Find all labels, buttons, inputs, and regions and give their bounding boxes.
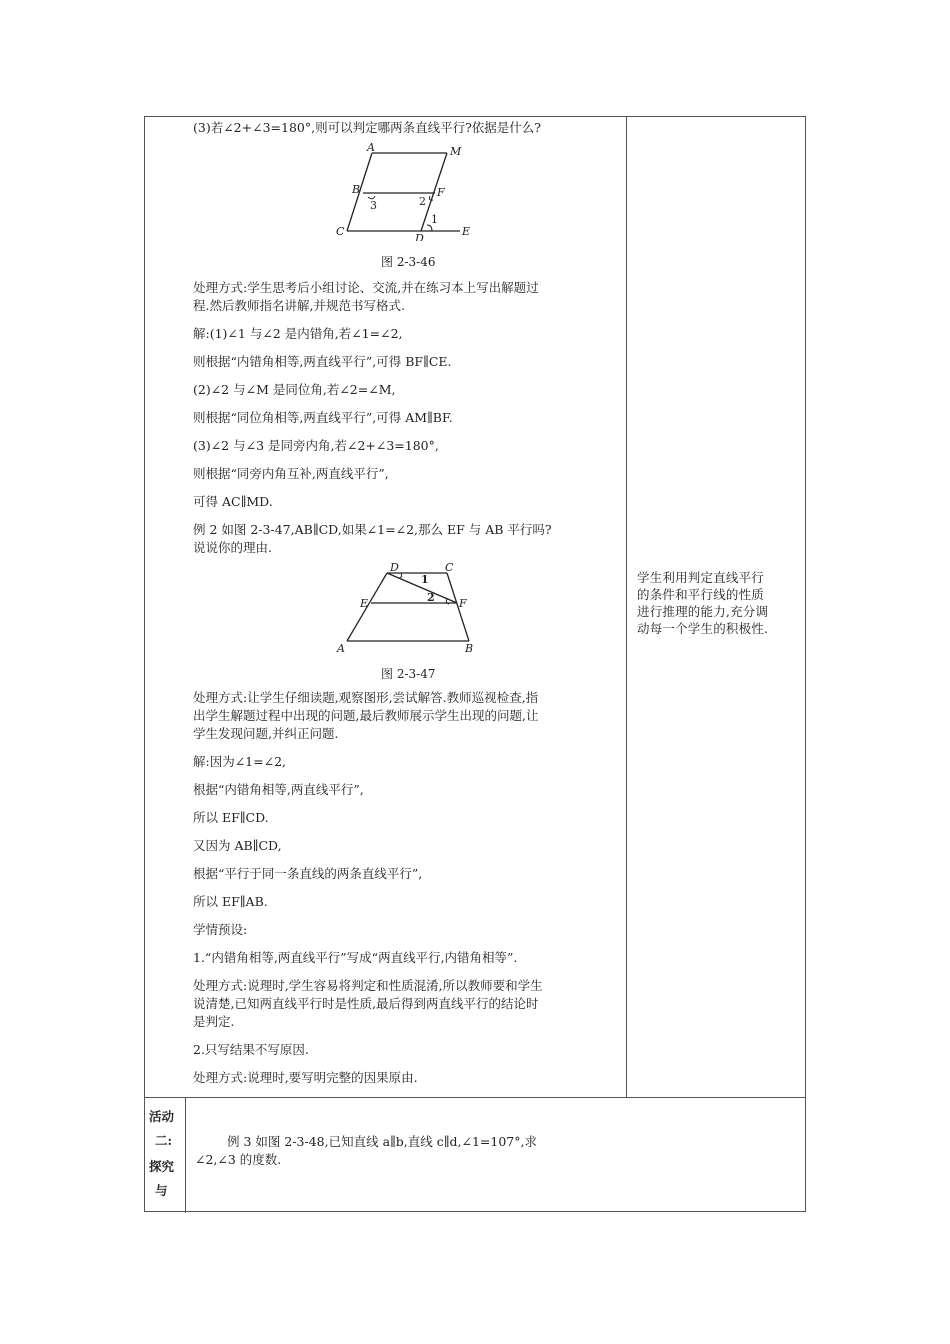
fig47-1: 1 xyxy=(421,573,429,586)
method3-line2: 说清楚,已知两直线平行时是性质,最后得到两直线平行的结论时 xyxy=(193,996,539,1011)
sol2-line3: 所以 EF∥CD. xyxy=(193,810,269,825)
fig47-B: B xyxy=(465,642,474,655)
example2-line2: 说说你的理由. xyxy=(193,540,272,555)
example3-line1: 例 3 如图 2-3-48,已知直线 a∥b,直线 c∥d,∠1=107°,求 xyxy=(227,1134,537,1149)
fig46-1: 1 xyxy=(431,213,438,226)
fig46-2: 2 xyxy=(419,195,426,208)
fig47-E: E xyxy=(360,597,369,610)
activity-label-3: 探究 xyxy=(149,1159,175,1174)
method2-line1: 处理方式:让学生仔细读题,观察图形,尝试解答.教师巡视检查,指 xyxy=(193,690,539,705)
example2-line1: 例 2 如图 2-3-47,AB∥CD,如果∠1=∠2,那么 EF 与 AB 平行吗? xyxy=(193,522,552,537)
example3-line2: ∠2,∠3 的度数. xyxy=(195,1152,282,1167)
row-divider xyxy=(145,1097,805,1098)
activity-label-4: 与 xyxy=(155,1183,168,1198)
sol2-line2: 根据“内错角相等,两直线平行”, xyxy=(193,782,364,797)
method3-line3: 是判定. xyxy=(193,1014,235,1029)
fig47-D: D xyxy=(390,561,399,574)
side-note-line: 动每一个学生的积极性. xyxy=(637,621,769,636)
sol1-line7: 可得 AC∥MD. xyxy=(193,494,273,509)
side-note xyxy=(637,569,795,637)
sol2-line5: 根据“平行于同一条直线的两条直线平行”, xyxy=(193,866,423,881)
side-note-line: 进行推理的能力,充分调 xyxy=(637,604,769,619)
fig47-C: C xyxy=(445,561,454,574)
fig46-B: B xyxy=(352,183,361,196)
side-note-line: 的条件和平行线的性质 xyxy=(637,587,765,602)
sol1-line5: (3)∠2 与∠3 是同旁内角,若∠2+∠3=180°, xyxy=(193,438,439,453)
fig46-E: E xyxy=(462,225,471,238)
side-note-line: 学生利用判定直线平行 xyxy=(637,570,765,585)
sol2-line4: 又因为 AB∥CD, xyxy=(193,838,282,853)
col-divider-left xyxy=(185,1097,186,1213)
col-divider-right xyxy=(626,117,627,1097)
figure-2-3-46 xyxy=(335,141,475,241)
fig46-D: D xyxy=(415,232,424,241)
sol1-line4: 则根据“同位角相等,两直线平行”,可得 AM∥BF. xyxy=(193,410,453,425)
preset-1: 1.“内错角相等,两直线平行”写成“两直线平行,内错角相等”. xyxy=(193,950,518,965)
fig47-2: 2 xyxy=(427,591,435,604)
fig46-C: C xyxy=(336,225,345,238)
sol1-line3: (2)∠2 与∠M 是同位角,若∠2=∠M, xyxy=(193,382,396,397)
fig46-F: F xyxy=(437,186,445,199)
caption-fig47: 图 2-3-47 xyxy=(381,667,436,681)
activity-label-2: 二: xyxy=(155,1133,173,1148)
lesson-table xyxy=(144,116,806,1212)
sol2-line1: 解:因为∠1=∠2, xyxy=(193,754,287,769)
fig47-A: A xyxy=(337,642,345,655)
preset-title: 学情预设: xyxy=(193,922,248,937)
method2-line3: 学生发现问题,并纠正问题. xyxy=(193,726,339,741)
preset-2: 2.只写结果不写原因. xyxy=(193,1042,309,1057)
activity-label-1: 活动 xyxy=(149,1109,175,1124)
figure-2-3-47 xyxy=(335,561,485,656)
method1-line2: 程.然后教师指名讲解,并规范书写格式. xyxy=(193,298,405,313)
method4: 处理方式:说理时,要写明完整的因果原由. xyxy=(193,1070,418,1085)
sol2-line6: 所以 EF∥AB. xyxy=(193,894,268,909)
method2-line2: 出学生解题过程中出现的问题,最后教师展示学生出现的问题,让 xyxy=(193,708,539,723)
sol1-line6: 则根据“同旁内角互补,两直线平行”, xyxy=(193,466,389,481)
question-3: (3)若∠2+∠3=180°,则可以判定哪两条直线平行?依据是什么? xyxy=(193,120,541,135)
sol1-line1: 解:(1)∠1 与∠2 是内错角,若∠1=∠2, xyxy=(193,326,403,341)
method3-line1: 处理方式:说理时,学生容易将判定和性质混淆,所以教师要和学生 xyxy=(193,978,543,993)
method1-line1: 处理方式:学生思考后小组讨论、交流,并在练习本上写出解题过 xyxy=(193,280,539,295)
fig46-M: M xyxy=(450,145,462,158)
fig46-A: A xyxy=(367,141,375,154)
sol1-line2: 则根据“内错角相等,两直线平行”,可得 BF∥CE. xyxy=(193,354,452,369)
fig46-3: 3 xyxy=(370,199,377,212)
fig47-F: F xyxy=(459,597,467,610)
caption-fig46: 图 2-3-46 xyxy=(381,255,436,269)
